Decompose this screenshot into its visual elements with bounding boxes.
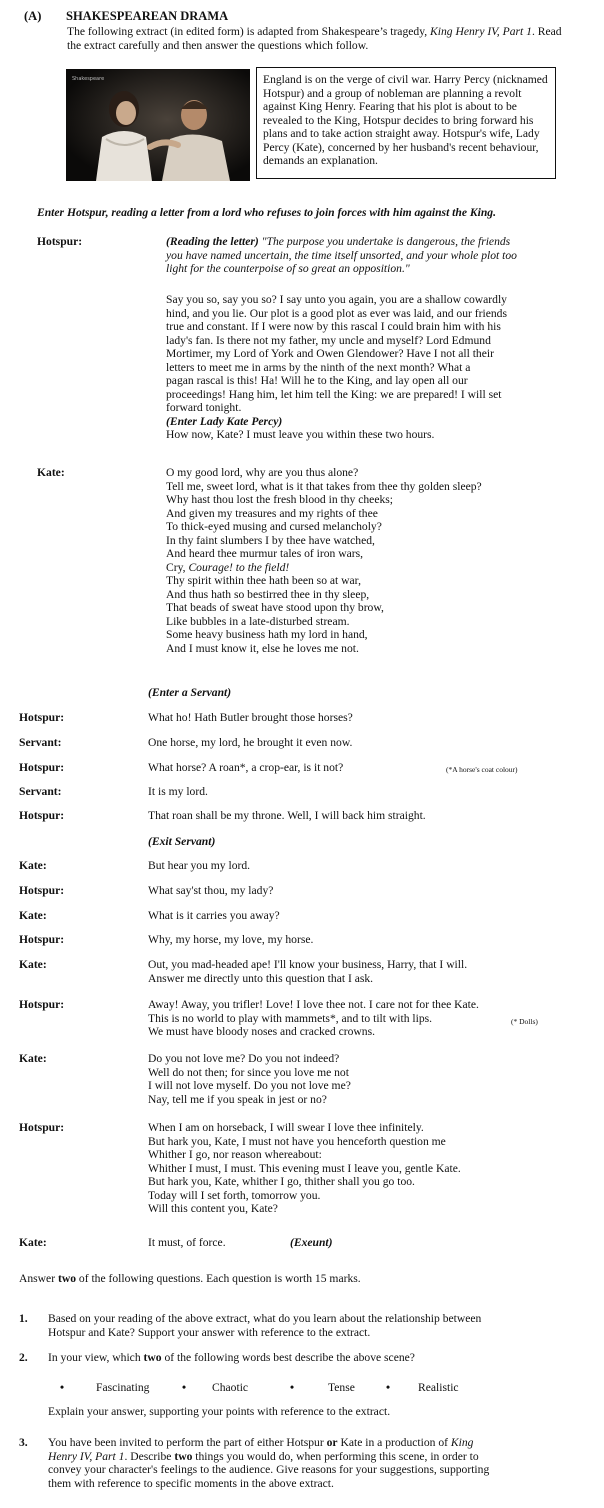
play-part: Part 1 [502,25,532,38]
dialogue-line: It is my lord. [148,785,208,798]
speaker-label: Kate: [37,466,65,479]
stage-direction: (Exit Servant) [148,835,216,848]
speaker-label: Kate: [19,859,47,872]
speaker-label: Hotspur: [19,933,65,946]
speaker-label: Hotspur: [19,761,65,774]
section-title: SHAKESPEAREAN DRAMA [66,9,229,23]
word-option: Fascinating [96,1381,150,1394]
question-number: 3. [19,1436,28,1449]
dialogue-line: What say'st thou, my lady? [148,884,274,897]
question-number: 1. [19,1312,28,1325]
dialogue-block: Out, you mad-headed ape! I'll know your business, Harry, that I will. Answer me directly unto this question that I ask. [148,958,468,985]
question-3: You have been invited to perform the part of either Hotspur or Kate in a production of King Henry IV, Part 1. Describe two things you would do, when performing this scene, in order to convey your character's feelings to the audience. Give reasons for your suggestions, supporting them with reference to specific moments in the above extract. [48,1436,490,1490]
bullet-icon: • [290,1381,295,1394]
dialogue-line: That roan shall be my throne. Well, I will back him straight. [148,809,426,822]
photo-caption: Shakespeare [72,76,105,82]
stage-direction: (Enter a Servant) [148,686,232,699]
synopsis-text: England is on the verge of civil war. Harry Percy (nicknamed Hotspur) and a group of nobleman are planning a revolt against King Henry. Fearing that his plot is about to be revealed to the King, Hotspur decides to bring forward his plans and to take action straight away. Hotspur's wife, Lady Percy (Kate), concerned by her husband's recent behaviour, demands an explanation. [263,73,548,167]
word-options [60,1381,560,1395]
gloss-note: (* Dolls) [511,1017,538,1026]
kate-speech: O my good lord, why are you thus alone? Tell me, sweet lord, what is it that takes from thee thy golden sleep? Why hast thou lost the fresh blood in thy cheeks; And given my treasures and my rights of thee To thick-eyed musing and cursed melancholy? In thy faint slumbers I by thee have watched, And heard thee murmur tales of iron wars, Cry, Courage! to the field! Thy spirit within thee hath been so at war, And thus hath so bestirred thee in thy sleep, That beads of sweat have stood upon thy brow, Like bubbles in a late-disturbed stream. Some heavy business hath my lord in hand, And I must know it, else he loves me not. [166,466,482,655]
speaker-label: Servant: [19,785,62,798]
hotspur-speech: Say you so, say you so? I say unto you again, you are a shallow cowardly hind, and you lie. Our plot is a good plot as ever was laid, and our friends true and constant. If I were now by this rascal I could brain him with his lady's fan. Is there not my father, my uncle and myself? Lord Edmund Mortimer, my Lord of York and Owen Glendower? Have I not all their letters to meet me in arms by the ninth of the next month? What a pagan rascal is this! Ha! Will he to the King, and lay open all our proceedings! Hang him, let him tell the King: we are prepared! I will set forward tonight. (Enter Lady Kate Percy) How now, Kate? I must leave you within these two hours. [166,293,576,442]
speaker-label: Hotspur: [19,998,65,1011]
dialogue-block: Away! Away, you trifler! Love! I love thee not. I care not for thee Kate. This is no world to play with mammets*, and to tilt with lips. We must have bloody noses and cracked crowns. [148,998,479,1038]
question-1: Based on your reading of the above extract, what do you learn about the relationship between Hotspur and Kate? Support your answer with reference to the extract. [48,1312,482,1339]
speaker-label: Kate: [19,909,47,922]
section-heading [24,10,228,24]
bullet-icon: • [182,1381,187,1394]
speaker-label: Kate: [19,958,47,971]
synopsis-box [256,67,556,179]
speaker-label: Kate: [19,1052,47,1065]
bullet-icon: • [386,1381,391,1394]
question-number: 2. [19,1351,28,1364]
question-2-explain: Explain your answer, supporting your points with reference to the extract. [48,1405,391,1418]
speaker-label: Hotspur: [19,809,65,822]
speaker-label: Hotspur: [19,1121,65,1134]
dialogue-line: But hear you my lord. [148,859,251,872]
speaker-label: Servant: [19,736,62,749]
bullet-icon: • [60,1381,65,1394]
word-option: Realistic [418,1381,459,1394]
dialogue-line: Why, my horse, my love, my horse. [148,933,314,946]
dialogue-line: What is it carries you away? [148,909,280,922]
stage-entry-direction: Enter Hotspur, reading a letter from a lord who refuses to join forces with him against the King. [37,206,496,219]
question-2: In your view, which two of the following words best describe the above scene? [48,1351,415,1364]
dialogue-line: It must, of force. [148,1236,226,1249]
speaker-label: Hotspur: [19,711,65,724]
dialogue-block: When I am on horseback, I will swear I love thee infinitely. But hark you, Kate, I must not have you henceforth question me Whither I go, nor reason whereabout: Whither I must, I must. This evening must I leave you, gentle Kate. But hark you, Kate, whither I go, thither shall you go too. Today will I set forth, tomorrow you. Will this content you, Kate? [148,1121,461,1215]
letter-reading: (Reading the letter) "The purpose you undertake is dangerous, the friends you have named uncertain, the time itself unsorted, and your whole plot too light for the counterpoise of so great an opposition." [166,235,517,275]
word-option: Chaotic [212,1381,249,1394]
stage-direction: (Enter Lady Kate Percy) [166,414,283,428]
gloss-note: (*A horse's coat colour) [446,765,518,774]
dialogue-block: Do you not love me? Do you not indeed? Well do not then; for since you love me not I will not love myself. Do you not love me? Nay, tell me if you speak in jest or no? [148,1052,351,1106]
speaker-label: Hotspur: [19,884,65,897]
speaker-label: Hotspur: [37,235,83,248]
stage-direction: (Exeunt) [290,1236,333,1249]
dialogue-line: One horse, my lord, he brought it even now. [148,736,353,749]
dialogue-line: What horse? A roan*, a crop-ear, is it not? [148,761,344,774]
section-intro: The following extract (in edited form) is adapted from Shakespeare’s tragedy, King Henry IV, Part 1. Read the extract carefully and then answer the questions which follow. [67,25,562,52]
play-title: King Henry IV, [430,25,500,38]
production-photo [66,69,250,181]
section-letter: (A) [24,9,42,23]
question-instruction: Answer two of the following questions. Each question is worth 15 marks. [19,1272,361,1285]
stage-direction: (Reading the letter) [166,235,259,248]
speaker-label: Kate: [19,1236,47,1249]
word-option: Tense [328,1381,355,1394]
dialogue-line: What ho! Hath Butler brought those horses? [148,711,353,724]
